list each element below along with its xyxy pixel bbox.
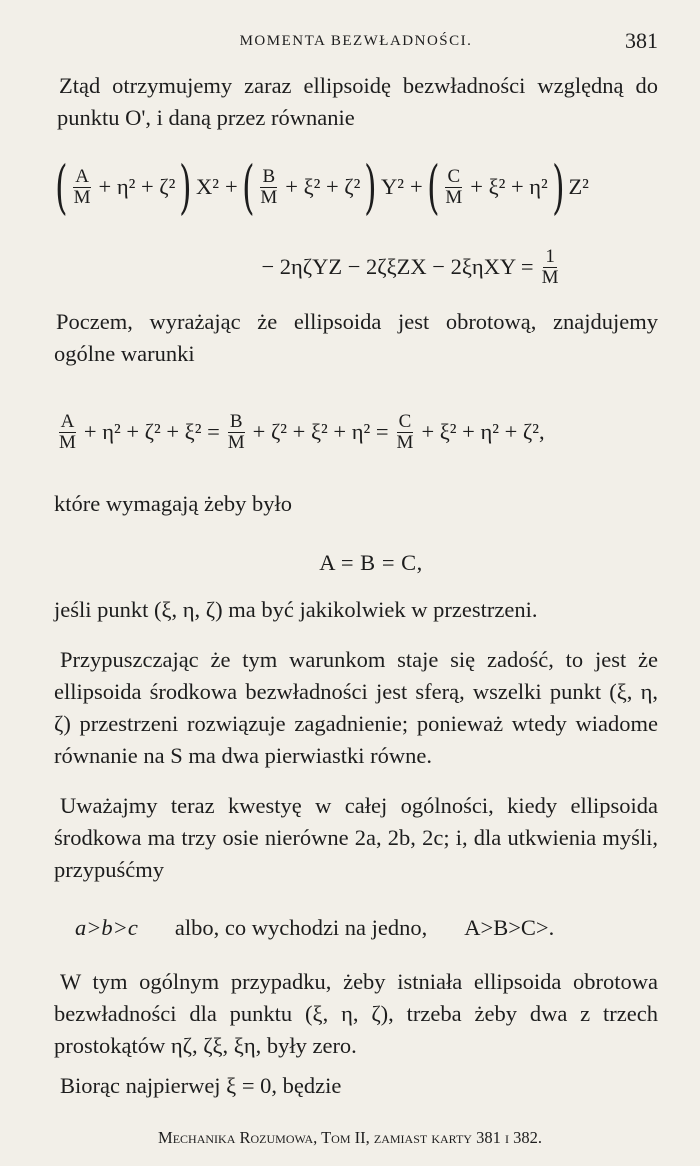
equation-1: ( $\frac{A}{M}$ + η² + ζ² ) X² + ( $\frac{B}{M}$ + ξ² + ζ² ) Y² + ( $\frac{C}{M}$ + ξ² + η² ) Z² [55, 153, 589, 221]
fraction-b-m: $\frac{B}{M}$ [260, 165, 278, 208]
fraction-1-m: $\frac{1}{M}$ [541, 245, 559, 288]
fraction-c-m: $\frac{C}{M}$ [445, 165, 463, 208]
equation-5: a>b>c albo, co wychodzi na jedno, A>B>C>. [75, 915, 555, 940]
paragraph-1: Ztąd otrzymujemy zaraz ellipsoidę bezwładności względną do punktu O', i daną przez równanie [57, 73, 658, 130]
page-header [54, 0, 658, 53]
page-number: 381 [625, 28, 658, 53]
equation-3: $\frac{A}{M}$ + η² + ζ² + ξ² = $\frac{B}{M}$ + ζ² + ξ² + η² = $\frac{C}{M}$ + ξ² + η² + ζ², [59, 410, 545, 453]
fraction-a-m: $\frac{A}{M}$ [73, 165, 91, 208]
paragraph-2: Poczem, wyrażając że ellipsoida jest obrotową, znajdujemy ogólne warunki [54, 309, 658, 366]
paragraph-4: jeśli punkt (ξ, η, ζ) ma być jakikolwiek w przestrzeni. [54, 597, 538, 622]
equation-2: − 2ηζYZ − 2ζξZX − 2ξηXY = $\frac{1}{M}$ [261, 245, 559, 288]
paragraph-7: W tym ogólnym przypadku, żeby istniała ellipsoida obrotowa bezwładności dla punktu (ξ, η, ζ), trzeba żeby dwa z trzech prostokątów ηζ, ζξ, ξη, były zero. [54, 969, 658, 1058]
equation-4: A = B = C, [319, 550, 423, 575]
paragraph-6: Uważajmy teraz kwestyę w całej ogólności, kiedy ellipsoida środkowa ma trzy osie nierówne 2a, 2b, 2c; i, dla utkwienia myśli, przypuśćmy [54, 793, 658, 882]
running-title: MOMENTA BEZWŁADNOŚCI. [239, 33, 473, 49]
paragraph-3: które wymagają żeby było [54, 491, 293, 516]
paragraph-5: Przypuszczając że tym warunkom staje się zadość, to jest że ellipsoida środkowa bezwładności jest sferą, wszelki punkt (ξ, η, ζ) przestrzeni rozwiązuje zagadnienie; ponieważ wtedy wiadome równanie na S ma dwa pierwiastki równe. [54, 647, 658, 768]
paragraph-8: Biorąc najpierwej ξ = 0, będzie [60, 1073, 342, 1098]
page-footer: Mechanika Rozumowa, Tom II, zamiast karty 381 i 382. [158, 1128, 542, 1147]
